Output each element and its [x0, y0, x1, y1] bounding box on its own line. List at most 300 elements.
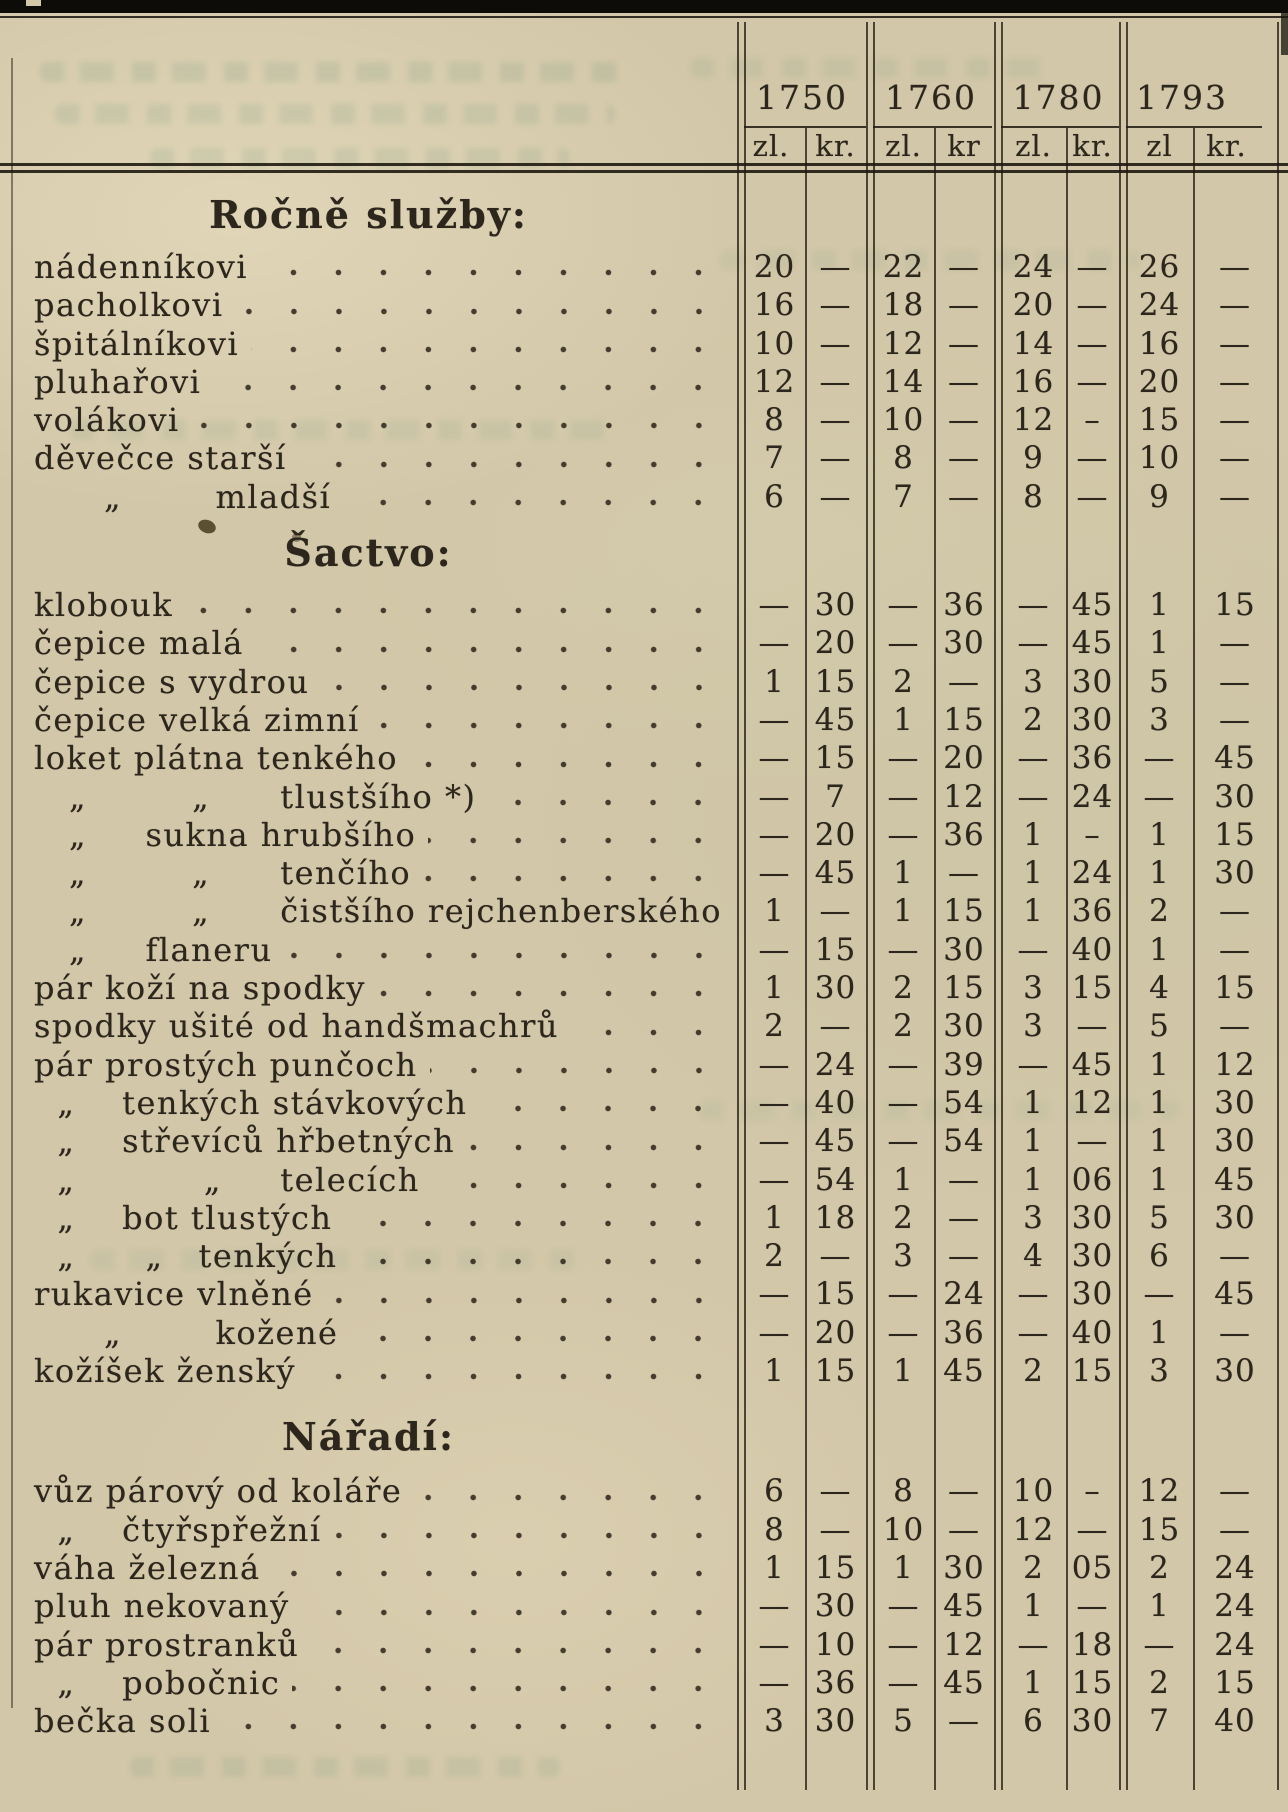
value-cell: 1	[893, 1161, 914, 1198]
value-cell: 15	[814, 740, 857, 777]
value-cell: 1	[1149, 1161, 1170, 1198]
row-label-cell	[0, 248, 737, 286]
table-row	[0, 586, 1288, 624]
row-label-cell	[0, 931, 737, 969]
value-cell: 1	[893, 855, 914, 892]
row-label-cell	[0, 1275, 737, 1313]
value-cell: 30	[814, 1703, 857, 1740]
value-cell: —	[758, 1664, 791, 1701]
value-cell: 26	[1138, 249, 1181, 285]
value-cell: 39	[943, 1046, 985, 1083]
value-cell: 1	[764, 1199, 785, 1236]
dot-leader	[372, 721, 721, 730]
value-cell: 1	[1023, 1588, 1044, 1625]
value-cell: 15	[943, 970, 985, 1007]
value-cell: 1	[1149, 931, 1170, 968]
value-cell: 1	[764, 970, 785, 1007]
value-cell: 45	[814, 1123, 857, 1160]
row-label-cell	[0, 1314, 737, 1352]
value-cell: 15	[814, 1549, 857, 1586]
value-cell: 20	[753, 249, 796, 285]
value-cell: 1	[764, 1353, 785, 1390]
currency-unit-header: zl.	[1015, 129, 1052, 163]
value-cell: 1	[1149, 1123, 1170, 1160]
value-cell: 10	[753, 325, 796, 362]
row-label: „ „ čistšího rejchenberského	[34, 892, 722, 931]
page-edge-bar	[0, 0, 1288, 13]
row-label: volákovi	[34, 401, 180, 440]
value-cell: 2	[764, 1008, 785, 1045]
value-cell: 36	[1071, 893, 1114, 930]
value-cell: —	[819, 440, 852, 477]
value-cell: 30	[1214, 778, 1256, 815]
value-cell: 30	[1214, 1353, 1256, 1390]
dot-leader	[571, 1028, 721, 1037]
value-cell: 3	[1023, 970, 1044, 1007]
value-cell: 30	[814, 1588, 857, 1625]
value-cell: 12	[1071, 1084, 1114, 1121]
value-cell: 18	[814, 1199, 857, 1236]
value-cell: 30	[1071, 663, 1114, 700]
value-cell: 45	[814, 701, 857, 738]
value-cell: —	[887, 1084, 920, 1121]
value-cell: 30	[1214, 1084, 1256, 1121]
value-cell: —	[887, 1626, 920, 1663]
value-cell: —	[1219, 1473, 1251, 1510]
table-row	[0, 778, 1288, 816]
currency-unit-header: kr.	[1072, 129, 1113, 163]
value-cell: 15	[1214, 1664, 1256, 1701]
value-cell: —	[819, 893, 852, 930]
table-row	[0, 1275, 1288, 1313]
dot-leader	[410, 760, 721, 769]
row-label-cell	[0, 739, 737, 777]
row-label-cell	[0, 1084, 737, 1122]
value-cell: —	[948, 1511, 980, 1548]
value-cell: 45	[814, 855, 857, 892]
value-cell: 14	[1012, 325, 1055, 362]
value-cell: —	[1017, 1626, 1050, 1663]
row-label-cell	[0, 1702, 737, 1740]
value-cell: 36	[1071, 740, 1114, 777]
value-cell: 30	[1071, 1703, 1114, 1740]
table-row	[0, 1314, 1288, 1352]
value-cell: —	[758, 778, 791, 815]
dot-leader	[349, 1257, 721, 1266]
table-row	[0, 325, 1288, 363]
value-cell: —	[1076, 1008, 1109, 1045]
row-label: pár prostých punčoch	[34, 1045, 418, 1084]
row-label: „ bot tlustých	[34, 1198, 333, 1237]
dot-leader	[308, 1372, 721, 1381]
value-cell: 2	[1149, 1549, 1170, 1586]
value-cell: 15	[1138, 1511, 1181, 1548]
value-cell: 22	[882, 249, 925, 285]
value-cell: —	[1017, 778, 1050, 815]
value-cell: 5	[1149, 1008, 1170, 1045]
dot-leader	[432, 1181, 721, 1190]
value-cell: 1	[764, 663, 785, 700]
value-cell: 36	[943, 587, 985, 624]
value-cell: 18	[1071, 1626, 1114, 1663]
row-label-cell	[0, 1352, 737, 1390]
value-cell: —	[948, 1161, 980, 1198]
row-label-cell	[0, 969, 737, 1007]
value-cell: —	[1076, 1123, 1109, 1160]
value-cell: 3	[1023, 1199, 1044, 1236]
value-cell: 20	[814, 816, 857, 853]
value-cell: —	[819, 325, 852, 362]
value-cell: —	[1219, 478, 1251, 515]
value-cell: 1	[1149, 587, 1170, 624]
table-row	[0, 1352, 1288, 1390]
value-cell: 16	[1138, 325, 1181, 362]
dot-leader	[350, 1334, 721, 1343]
value-cell: 6	[1023, 1703, 1044, 1740]
value-cell: 15	[1214, 587, 1256, 624]
table-row	[0, 1084, 1288, 1122]
table-row	[0, 1122, 1288, 1160]
value-cell: —	[819, 478, 852, 515]
value-cell: —	[758, 1276, 791, 1313]
value-cell: —	[887, 816, 920, 853]
value-cell: 36	[943, 1314, 985, 1351]
value-cell: 30	[814, 970, 857, 1007]
value-cell: 6	[764, 478, 785, 515]
value-cell: —	[887, 587, 920, 624]
value-cell: 40	[1214, 1703, 1256, 1740]
value-cell: 3	[764, 1703, 785, 1740]
value-cell: —	[1076, 363, 1109, 400]
value-cell: —	[1076, 1588, 1109, 1625]
row-label: pacholkovi	[34, 286, 224, 325]
dot-leader	[251, 345, 721, 354]
value-cell: —	[758, 1123, 791, 1160]
value-cell: —	[819, 402, 852, 439]
value-cell: 5	[1149, 1199, 1170, 1236]
dot-leader	[488, 798, 721, 807]
row-label-cell	[0, 286, 737, 324]
value-cell: 2	[893, 663, 914, 700]
value-cell: 10	[814, 1626, 857, 1663]
row-label-cell	[0, 701, 737, 739]
row-label: nádenníkovi	[34, 248, 249, 286]
value-cell: —	[1219, 249, 1251, 285]
table-row	[0, 286, 1288, 324]
row-label: „ střevíců hřbetných	[34, 1122, 456, 1161]
row-label-cell	[0, 663, 737, 701]
section-title: Šactvo:	[284, 530, 453, 576]
value-cell: 1	[1149, 1588, 1170, 1625]
value-cell: —	[887, 740, 920, 777]
value-cell: 45	[943, 1588, 985, 1625]
value-cell: —	[1219, 663, 1251, 700]
table-row	[0, 439, 1288, 477]
table-row	[0, 1007, 1288, 1045]
value-cell: 10	[1012, 1473, 1055, 1510]
value-cell: 20	[943, 740, 985, 777]
value-cell: —	[1017, 1314, 1050, 1351]
table-row	[0, 1046, 1288, 1084]
value-cell: —	[758, 1161, 791, 1198]
row-label: pár koží na spodky	[34, 969, 366, 1008]
value-cell: 15	[1071, 1353, 1114, 1390]
value-cell: 15	[814, 931, 857, 968]
dot-leader	[185, 606, 721, 615]
value-cell: 10	[1138, 440, 1181, 477]
row-label: spodky ušité od handšmachrů	[34, 1007, 560, 1046]
row-label-cell	[0, 1199, 737, 1237]
value-cell: 45	[943, 1353, 985, 1390]
dot-leader	[344, 1219, 721, 1228]
value-cell: 12	[1138, 1473, 1181, 1510]
dot-leader	[343, 498, 721, 507]
value-cell: 1	[893, 893, 914, 930]
value-cell: —	[819, 363, 852, 400]
row-label: rukavice vlněné	[34, 1275, 314, 1314]
page-edge-notch	[26, 0, 41, 6]
value-cell: 45	[1071, 1046, 1114, 1083]
value-cell: 8	[764, 1511, 785, 1548]
dot-leader	[256, 645, 721, 654]
row-label: „ pobočnic	[34, 1663, 281, 1702]
row-label-cell	[0, 816, 737, 854]
value-cell: —	[887, 931, 920, 968]
value-cell: 12	[1214, 1046, 1256, 1083]
dot-leader	[334, 1531, 721, 1540]
value-cell: —	[948, 663, 980, 700]
value-cell: –	[1084, 816, 1101, 853]
value-cell: 18	[882, 287, 925, 324]
table-row	[0, 1199, 1288, 1237]
value-cell: 7	[1149, 1703, 1170, 1740]
value-cell: 20	[814, 1314, 857, 1351]
row-label: čepice s vydrou	[34, 662, 310, 701]
value-cell: —	[1219, 325, 1251, 362]
value-cell: —	[1219, 701, 1251, 738]
value-cell: 12	[1012, 402, 1055, 439]
row-label-cell	[0, 1587, 737, 1625]
row-label: čepice velká zimní	[34, 700, 360, 739]
value-cell: 06	[1071, 1161, 1114, 1198]
dot-leader	[299, 460, 721, 469]
dot-leader	[322, 683, 721, 692]
table-row	[0, 931, 1288, 969]
value-cell: —	[887, 778, 920, 815]
table-row	[0, 663, 1288, 701]
dot-leader	[326, 1296, 721, 1305]
value-cell: 4	[1149, 970, 1170, 1007]
value-cell: 16	[753, 287, 796, 324]
value-cell: 54	[943, 1123, 985, 1160]
value-cell: 45	[943, 1664, 985, 1701]
dot-leader	[192, 421, 721, 430]
value-cell: —	[1219, 931, 1251, 968]
value-cell: 3	[893, 1238, 914, 1275]
row-label: „ kožené	[34, 1313, 339, 1352]
currency-unit-header: kr.	[1206, 129, 1247, 163]
value-cell: 2	[893, 1008, 914, 1045]
value-cell: 8	[893, 1473, 914, 1510]
value-cell: —	[948, 855, 980, 892]
value-cell: 7	[825, 778, 846, 815]
value-cell: 1	[893, 1549, 914, 1586]
row-label: „ tenkých stávkových	[34, 1083, 468, 1122]
value-cell: —	[758, 625, 791, 662]
value-cell: 15	[1071, 1664, 1114, 1701]
row-label: bečka soli	[34, 1702, 212, 1741]
value-cell: —	[1143, 1626, 1176, 1663]
dot-leader	[423, 874, 721, 883]
value-cell: 24	[1214, 1549, 1256, 1586]
table-row	[0, 854, 1288, 892]
table-row	[0, 248, 1288, 286]
row-label-cell	[0, 478, 737, 516]
row-label: děvečce starší	[34, 439, 287, 478]
value-cell: —	[887, 1123, 920, 1160]
table-row	[0, 816, 1288, 854]
value-cell: 2	[1023, 1353, 1044, 1390]
currency-unit-header: zl	[1146, 129, 1173, 163]
value-cell: 24	[1071, 855, 1114, 892]
value-cell: —	[1076, 1511, 1109, 1548]
row-label-cell	[0, 363, 737, 401]
row-label-cell	[0, 624, 737, 662]
value-cell: 30	[943, 625, 985, 662]
value-cell: 8	[893, 440, 914, 477]
value-cell: 12	[1012, 1511, 1055, 1548]
value-cell: —	[1076, 249, 1109, 285]
row-label-cell	[0, 1472, 737, 1510]
row-label-cell	[0, 1511, 737, 1549]
table-row	[0, 1549, 1288, 1587]
value-cell: —	[887, 1276, 920, 1313]
value-cell: 30	[1214, 1123, 1256, 1160]
value-cell: 1	[764, 893, 785, 930]
value-cell: 20	[1138, 363, 1181, 400]
row-label-cell	[0, 1122, 737, 1160]
row-label-cell	[0, 401, 737, 439]
row-label: špitálníkovi	[34, 324, 240, 363]
table-row	[0, 624, 1288, 662]
value-cell: —	[1219, 1314, 1251, 1351]
value-cell: —	[948, 1238, 980, 1275]
value-cell: 45	[1214, 1161, 1256, 1198]
row-label: pluh nekovaný	[34, 1587, 290, 1626]
table-row	[0, 1237, 1288, 1275]
value-cell: 36	[943, 816, 985, 853]
value-cell: —	[948, 1473, 980, 1510]
row-label: kožíšek ženský	[34, 1352, 296, 1391]
row-label-cell	[0, 1007, 737, 1045]
value-cell: —	[758, 1626, 791, 1663]
year-underline	[873, 126, 992, 128]
value-cell: 24	[943, 1276, 985, 1313]
value-cell: 2	[1149, 1664, 1170, 1701]
value-cell: —	[1219, 1008, 1251, 1045]
value-cell: —	[1143, 1276, 1176, 1313]
value-cell: 30	[943, 1549, 985, 1586]
dot-leader	[213, 383, 721, 392]
value-cell: —	[819, 249, 852, 285]
value-cell: —	[1219, 1511, 1251, 1548]
value-cell: 10	[882, 1511, 925, 1548]
value-cell: —	[758, 816, 791, 853]
row-label: klobouk	[34, 586, 174, 625]
value-cell: 30	[1071, 1238, 1114, 1275]
table-row	[0, 363, 1288, 401]
currency-unit-header: zl.	[885, 129, 922, 163]
value-cell: 4	[1023, 1238, 1044, 1275]
value-cell: 5	[1149, 663, 1170, 700]
value-cell: —	[948, 325, 980, 362]
dot-leader	[430, 1066, 721, 1075]
value-cell: —	[758, 701, 791, 738]
dot-leader	[273, 1569, 721, 1578]
value-cell: —	[819, 287, 852, 324]
value-cell: 6	[1149, 1238, 1170, 1275]
value-cell: 1	[1023, 1161, 1044, 1198]
row-label-cell	[0, 586, 737, 624]
value-cell: —	[758, 587, 791, 624]
year-header: 1780	[1012, 78, 1105, 117]
value-cell: 24	[1214, 1588, 1256, 1625]
value-cell: 12	[882, 325, 925, 362]
table-row	[0, 1664, 1288, 1702]
value-cell: 12	[753, 363, 796, 400]
value-cell: 1	[1149, 1046, 1170, 1083]
value-cell: 1	[1149, 1314, 1170, 1351]
table-row	[0, 892, 1288, 930]
row-label: „ „ tenkých	[34, 1237, 338, 1276]
value-cell: 2	[1023, 701, 1044, 738]
value-cell: 2	[893, 1199, 914, 1236]
row-label-cell	[0, 854, 737, 892]
value-cell: —	[948, 1703, 980, 1740]
value-cell: 12	[943, 1626, 985, 1663]
value-cell: —	[1219, 893, 1251, 930]
row-label-cell	[0, 1237, 737, 1275]
showthrough-ghost	[55, 104, 615, 124]
value-cell: 2	[893, 970, 914, 1007]
value-cell: 15	[1214, 816, 1256, 853]
currency-unit-header: kr	[947, 129, 981, 163]
value-cell: —	[758, 1588, 791, 1625]
value-cell: —	[887, 1664, 920, 1701]
year-header: 1760	[885, 78, 977, 117]
value-cell: 12	[943, 778, 985, 815]
value-cell: 9	[1023, 440, 1044, 477]
value-cell: 1	[893, 701, 914, 738]
year-underline	[1126, 126, 1262, 128]
value-cell: –	[1084, 402, 1101, 439]
value-cell: —	[1017, 587, 1050, 624]
row-label-cell	[0, 325, 737, 363]
dot-leader	[428, 836, 721, 845]
value-cell: 30	[943, 931, 985, 968]
table-row	[0, 701, 1288, 739]
dot-leader	[236, 307, 721, 316]
value-cell: —	[948, 402, 980, 439]
value-cell: 3	[1023, 663, 1044, 700]
value-cell: 15	[1214, 970, 1256, 1007]
row-label-cell	[0, 1664, 737, 1702]
section-title: Nářadí:	[281, 1414, 456, 1460]
currency-unit-header: kr.	[815, 129, 856, 163]
value-cell: —	[1219, 363, 1251, 400]
value-cell: —	[758, 1084, 791, 1121]
value-cell: 9	[1149, 478, 1170, 515]
